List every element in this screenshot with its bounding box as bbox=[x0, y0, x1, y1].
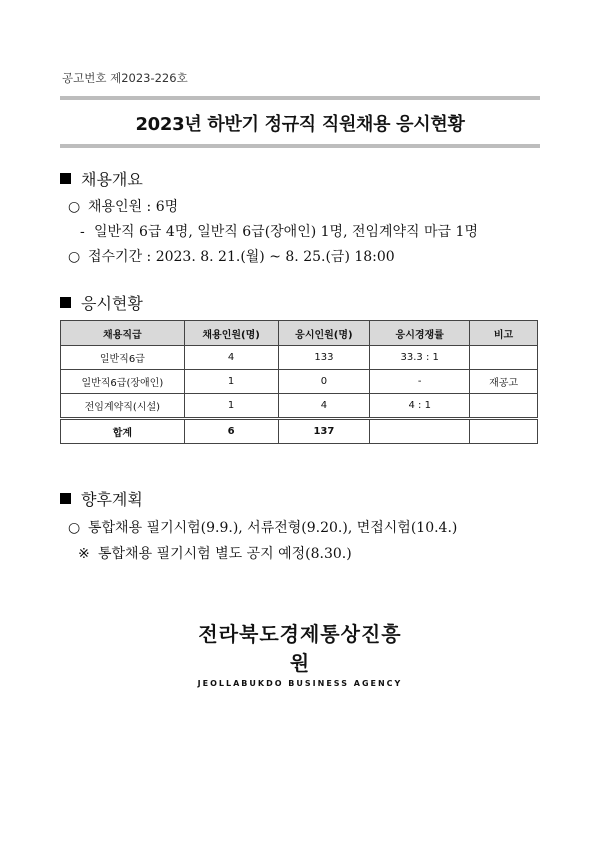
title-bottom-rule bbox=[60, 144, 540, 148]
title-top-rule bbox=[60, 96, 540, 100]
table-cell: 0 bbox=[278, 370, 370, 394]
reference-mark-icon: ※ bbox=[78, 546, 90, 562]
table-header-row bbox=[61, 321, 538, 346]
table-cell: 6 bbox=[184, 419, 278, 444]
table-row bbox=[61, 394, 538, 419]
overview-item bbox=[80, 221, 478, 241]
table-cell: 합계 bbox=[61, 419, 185, 444]
overview-item bbox=[68, 246, 395, 266]
table-row bbox=[61, 346, 538, 370]
organization-name-korean: 전라북도경제통상진흥원 bbox=[198, 622, 402, 675]
plan-item bbox=[78, 543, 352, 563]
overview-item-text: 접수기간 : 2023. 8. 21.(월) ~ 8. 25.(금) 18:00 bbox=[88, 249, 395, 265]
table-cell: 일반직6급(장애인) bbox=[61, 370, 185, 394]
circle-bullet-icon: ○ bbox=[68, 249, 81, 265]
table-cell bbox=[470, 394, 538, 419]
table-cell: 137 bbox=[278, 419, 370, 444]
column-header: 채용직급 bbox=[61, 321, 185, 346]
section-overview-heading bbox=[60, 167, 143, 190]
table-cell: - bbox=[370, 370, 470, 394]
column-header: 응시인원(명) bbox=[278, 321, 370, 346]
table-cell bbox=[470, 346, 538, 370]
status-table bbox=[60, 320, 538, 444]
table-cell: 133 bbox=[278, 346, 370, 370]
overview-item bbox=[68, 196, 178, 216]
plan-item-text: 통합채용 필기시험 별도 공지 예정(8.30.) bbox=[98, 546, 352, 562]
table-cell: 4 bbox=[278, 394, 370, 419]
section-status-heading bbox=[60, 291, 143, 314]
column-header: 응시경쟁률 bbox=[370, 321, 470, 346]
table-cell: 33.3 : 1 bbox=[370, 346, 470, 370]
column-header: 비고 bbox=[470, 321, 538, 346]
square-bullet-icon bbox=[60, 297, 71, 308]
section-title: 향후계획 bbox=[81, 490, 143, 509]
circle-bullet-icon: ○ bbox=[68, 199, 81, 215]
square-bullet-icon bbox=[60, 493, 71, 504]
table-cell: 1 bbox=[184, 394, 278, 419]
square-bullet-icon bbox=[60, 173, 71, 184]
plan-item bbox=[68, 517, 457, 537]
table-cell: 1 bbox=[184, 370, 278, 394]
circle-bullet-icon: ○ bbox=[68, 520, 81, 536]
overview-item-text: 채용인원 : 6명 bbox=[88, 199, 179, 215]
table-cell: 일반직6급 bbox=[61, 346, 185, 370]
plan-item-text: 통합채용 필기시험(9.9.), 서류전형(9.20.), 면접시험(10.4.) bbox=[88, 520, 458, 536]
organization-name-english: JEOLLABUKDO BUSINESS AGENCY bbox=[197, 679, 403, 688]
table-total-row bbox=[61, 419, 538, 444]
page-title: 2023년 하반기 정규직 직원채용 응시현황 bbox=[135, 114, 465, 135]
overview-item-text: 일반직 6급 4명, 일반직 6급(장애인) 1명, 전임계약직 마급 1명 bbox=[94, 224, 478, 240]
section-title: 응시현황 bbox=[81, 294, 143, 313]
column-header: 채용인원(명) bbox=[184, 321, 278, 346]
table-cell bbox=[370, 419, 470, 444]
organization-logo bbox=[190, 618, 410, 688]
table-cell: 재공고 bbox=[470, 370, 538, 394]
table-cell: 4 : 1 bbox=[370, 394, 470, 419]
section-plan-heading bbox=[60, 487, 143, 510]
table-cell bbox=[470, 419, 538, 444]
table-row bbox=[61, 370, 538, 394]
notice-number: 공고번호 제2023-226호 bbox=[62, 71, 188, 85]
section-title: 채용개요 bbox=[81, 170, 143, 189]
table-cell: 4 bbox=[184, 346, 278, 370]
dash-bullet-icon: - bbox=[80, 224, 85, 240]
table-cell: 전임계약직(시설) bbox=[61, 394, 185, 419]
